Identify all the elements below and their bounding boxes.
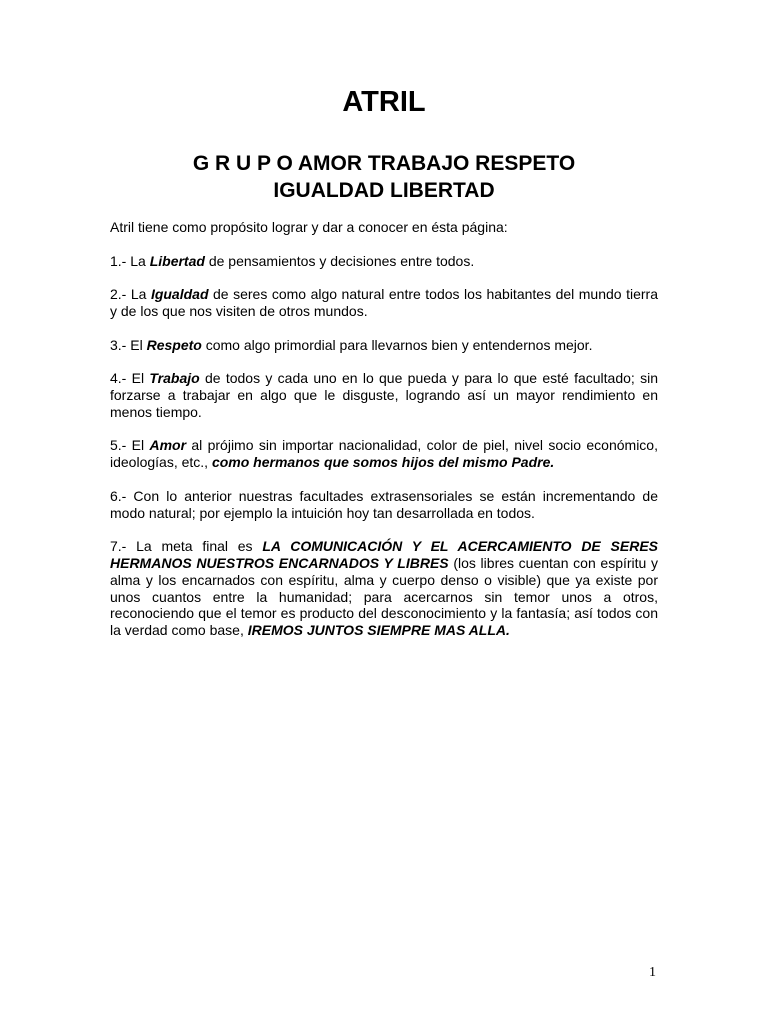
item-1-text: de pensamientos y decisiones entre todos. [204, 252, 475, 269]
item-1-paragraph [110, 253, 658, 270]
item-2-keyword: Igualdad [150, 286, 209, 303]
item-4-keyword: Trabajo [149, 370, 200, 387]
item-6-paragraph: 6.- Con lo anterior nuestras facultades extrasensoriales se están incrementando de modo natural; por ejemplo la intuición hoy tan desarrollada en todos. [110, 487, 658, 521]
item-4-paragraph [110, 370, 658, 420]
document-title: ATRIL [342, 86, 426, 118]
document-body [110, 219, 658, 656]
intro-paragraph: Atril tiene como propósito lograr y dar a conocer en ésta página: [110, 219, 508, 235]
item-3-text: como algo primordial para llevarnos bien y entendernos mejor. [201, 336, 593, 353]
document-subtitle [0, 150, 768, 204]
item-7-emphasis-2: IREMOS JUNTOS SIEMPRE MAS ALLA. [247, 622, 510, 639]
item-7-paragraph [110, 538, 658, 639]
item-2-paragraph [110, 286, 658, 320]
subtitle-line-2: IGUALDAD LIBERTAD [273, 179, 495, 202]
item-5-emphasis: como hermanos que somos hijos del mismo Padre. [211, 454, 555, 471]
item-2-text: de seres como algo natural entre todos los habitantes del mundo tierra y de los que nos visiten de otros mundos. [110, 286, 658, 319]
item-3-paragraph [110, 337, 658, 354]
item-1-keyword: Libertad [149, 252, 205, 269]
item-5-paragraph [110, 437, 658, 471]
item-5-keyword: Amor [149, 437, 187, 454]
item-3-prefix: 3.- El [110, 336, 147, 353]
item-7-prefix: 7.- La meta final es [110, 538, 263, 555]
item-2-prefix: 2.- La [110, 286, 151, 303]
item-7-emphasis-1: LA COMUNICACIÓN Y EL ACERCAMIENTO DE SERES HERMANOS NUESTROS ENCARNADOS Y LIBRES [110, 538, 658, 571]
item-3-keyword: Respeto [146, 336, 202, 353]
item-1-prefix: 1.- La [110, 252, 150, 269]
item-5-prefix: 5.- El [110, 437, 150, 454]
subtitle-line-1: G R U P O AMOR TRABAJO RESPETO [192, 152, 576, 175]
item-5-text: al prójimo sin importar nacionalidad, color de piel, nivel socio económico, ideologías, etc., [110, 437, 658, 471]
item-4-prefix: 4.- El [110, 370, 150, 387]
page-number: 1 [649, 965, 656, 980]
item-7-text: (los libres cuentan con espíritu y alma y los encarnados con espíritu, alma y cuerpo denso o visible) que ya existe por unos cuantos entre la humanidad; para acercarnos sin temor unos a otros, reconociendo que el temor es producto del desconocimiento y la fantasía; así todos con la verdad como base, [110, 554, 658, 639]
item-4-text: de todos y cada uno en lo que pueda y para lo que esté facultado; sin forzarse a trabajar en algo que le disguste, logrando así un mayor rendimiento en menos tiempo. [110, 370, 658, 420]
